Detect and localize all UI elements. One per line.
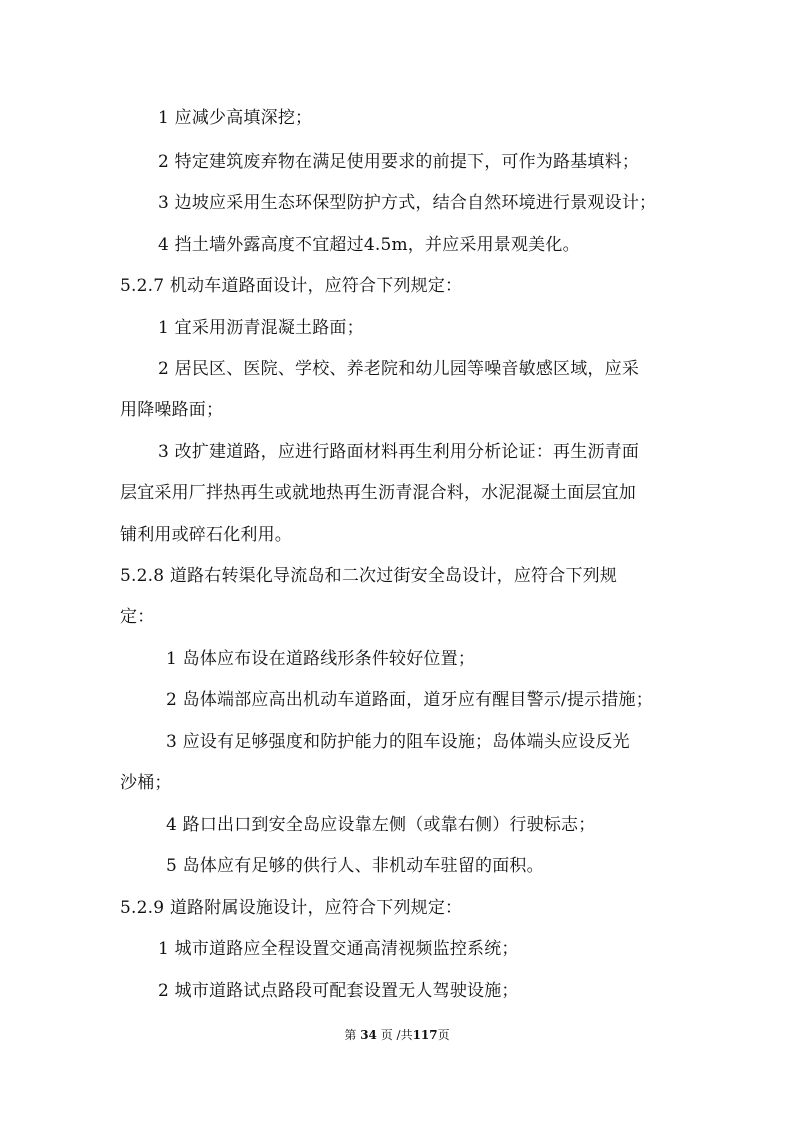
- list-item-continuation: 沙桶；: [120, 773, 172, 793]
- list-item: 2 岛体端部应高出机动车道路面，道牙应有醒目警示/提示措施；: [166, 690, 653, 710]
- list-item: 3 应设有足够强度和防护能力的阻车设施；岛体端头应设反光: [166, 732, 630, 752]
- page-number: 34: [360, 1028, 377, 1042]
- section-heading-continuation: 定：: [120, 607, 155, 627]
- list-item: 4 路口出口到安全岛应设靠左侧（或靠右侧）行驶标志；: [166, 815, 596, 835]
- list-item: 1 应减少高填深挖；: [158, 108, 313, 128]
- list-item-continuation: 铺利用或碎石化利用。: [120, 525, 292, 545]
- list-item: 2 城市道路试点路段可配套设置无人驾驶设施；: [158, 981, 519, 1001]
- section-heading: 5.2.9 道路附属设施设计，应符合下列规定：: [120, 898, 463, 918]
- list-item: 1 城市道路应全程设置交通高清视频监控系统；: [158, 939, 519, 959]
- section-heading: 5.2.8 道路右转渠化导流岛和二次过街安全岛设计，应符合下列规: [120, 566, 618, 586]
- page-footer: [0, 1027, 794, 1043]
- footer-middle: 页 /共: [380, 1028, 413, 1042]
- list-item: 2 居民区、医院、学校、养老院和幼儿园等噪音敏感区域，应采: [158, 359, 640, 379]
- footer-prefix: 第: [344, 1028, 357, 1042]
- list-item: 1 宜采用沥青混凝土路面；: [158, 318, 364, 338]
- list-item: 3 边坡应采用生态环保型防护方式，结合自然环境进行景观设计；: [158, 193, 657, 213]
- list-item: 3 改扩建道路，应进行路面材料再生利用分析论证：再生沥青面: [158, 442, 640, 462]
- list-item: 4 挡土墙外露高度不宜超过4.5m，并应采用景观美化。: [158, 235, 580, 255]
- section-heading: 5.2.7 机动车道路面设计，应符合下列规定：: [120, 276, 463, 296]
- list-item: 1 岛体应布设在道路线形条件较好位置；: [166, 649, 476, 669]
- total-pages: 117: [412, 1028, 438, 1042]
- list-item-continuation: 层宜采用厂拌热再生或就地热再生沥青混合料，水泥混凝土面层宜加: [120, 483, 636, 503]
- list-item: 2 特定建筑废弃物在满足使用要求的前提下，可作为路基填料；: [158, 152, 640, 172]
- list-item-continuation: 用降噪路面；: [120, 400, 224, 420]
- footer-suffix: 页: [437, 1028, 450, 1042]
- list-item: 5 岛体应有足够的供行人、非机动车驻留的面积。: [166, 856, 544, 876]
